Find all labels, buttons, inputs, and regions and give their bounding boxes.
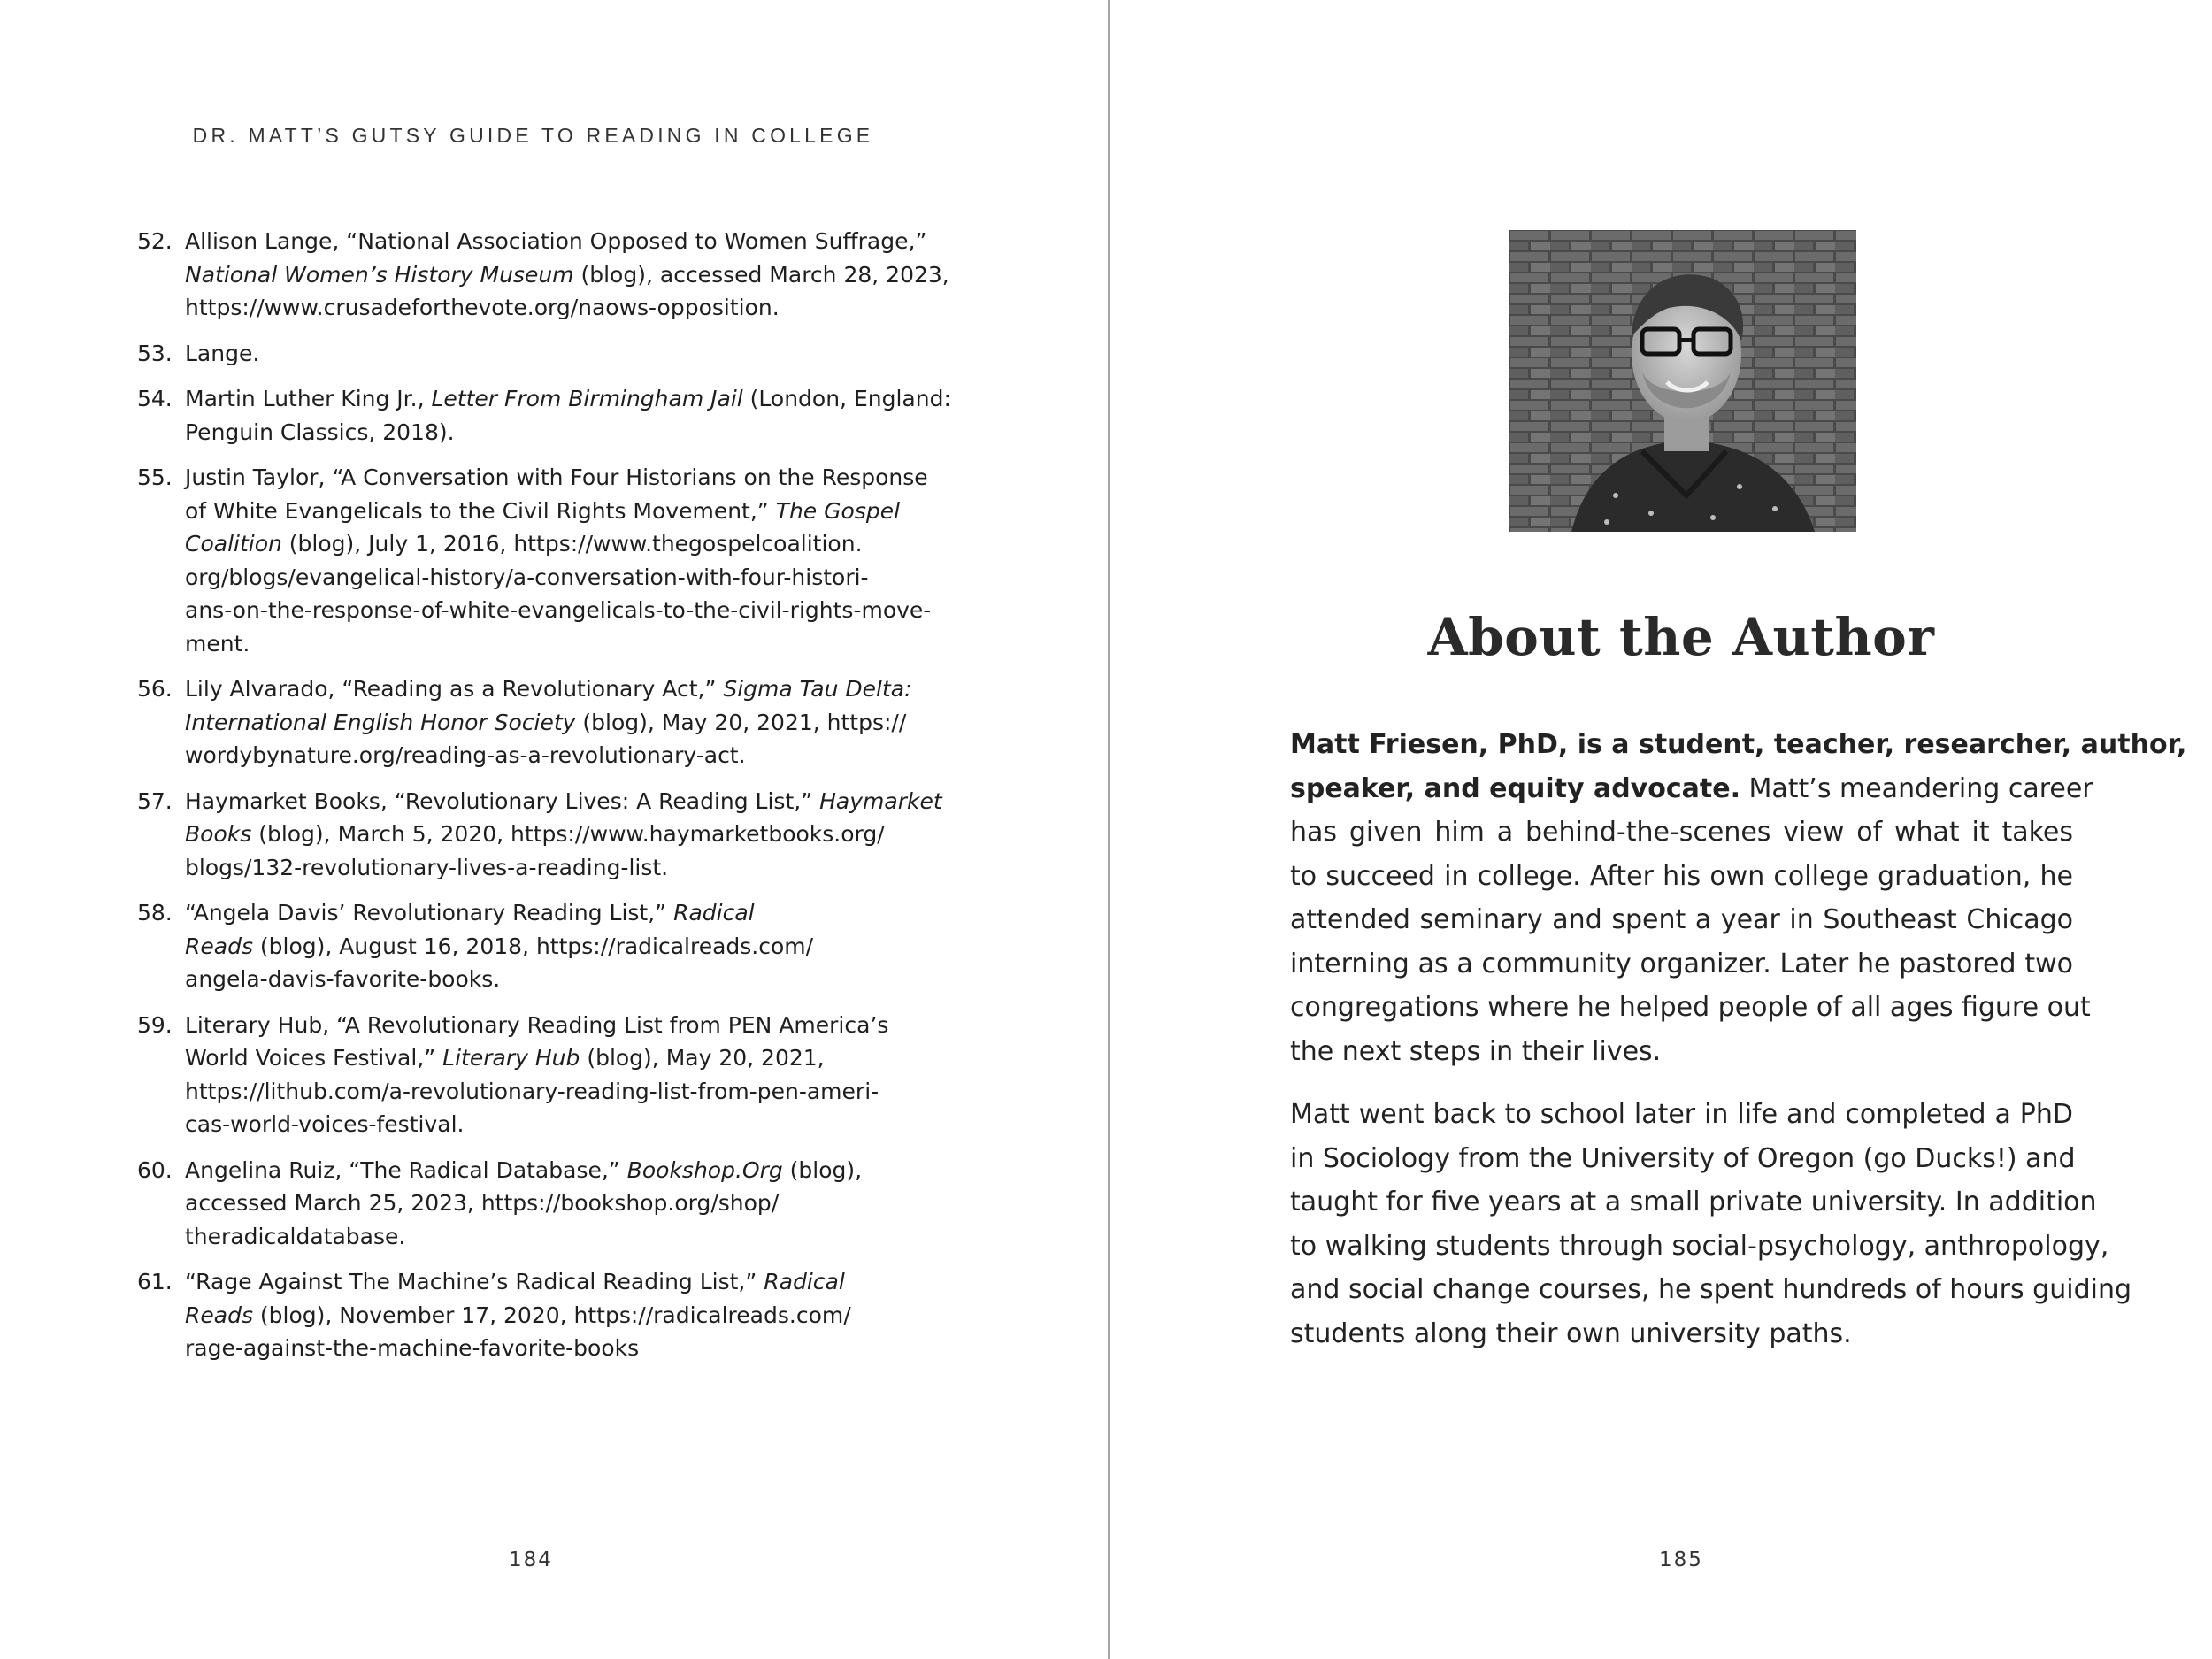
bio-text-line: Matt Friesen, PhD, is a student, teacher, researcher, author, <box>1290 729 2187 760</box>
endnote-number: 61. <box>137 1269 173 1294</box>
endnote-text-line: Lange. <box>185 340 260 366</box>
endnote-text-line: Coalition (blog), July 1, 2016, https://www.thegospelcoalition. <box>185 531 863 557</box>
about-author-heading: About the Author <box>1427 607 1935 667</box>
endnote-text-line: of White Evangelicals to the Civil Rights Movement,” The Gospel <box>185 497 901 524</box>
right-page <box>1110 0 2212 1659</box>
endnote-item <box>137 672 933 772</box>
author-photo <box>1509 230 1856 532</box>
endnote-text-line: angela-davis-favorite-books. <box>185 966 501 992</box>
endnote-number: 59. <box>137 1011 173 1038</box>
endnote-text-line: Literary Hub, “A Revolutionary Reading List from PEN America’s <box>185 1011 889 1038</box>
endnote-number: 53. <box>137 340 173 366</box>
endnote-text-line: “Angela Davis’ Revolutionary Reading List,” Radical <box>185 900 755 926</box>
endnote-number: 58. <box>137 900 173 926</box>
endnote-text-line: cas-world-voices-festival. <box>185 1111 465 1137</box>
endnote-number: 52. <box>137 228 173 254</box>
endnote-item <box>137 1154 933 1254</box>
endnote-text-line: wordybynature.org/reading-as-a-revolutionary-act. <box>185 742 746 768</box>
endnote-text-line: World Voices Festival,” Literary Hub (blog), May 20, 2021, <box>185 1045 825 1071</box>
endnote-text-line: https://www.crusadeforthevote.org/naows-opposition. <box>185 295 780 320</box>
endnote-item <box>137 785 942 885</box>
endnote-item <box>137 382 951 449</box>
endnote-item <box>137 896 933 996</box>
endnote-number: 54. <box>137 386 173 411</box>
endnote-text-line: Martin Luther King Jr., Letter From Birmingham Jail (London, England: <box>185 386 951 411</box>
endnote-item <box>137 337 933 371</box>
bio-text-line: interning as a community organizer. Later he pastored two <box>1290 948 2073 979</box>
endnote-text-line: International English Honor Society (blog), May 20, 2021, https:// <box>185 709 907 735</box>
endnote-text-line: National Women’s History Museum (blog), accessed March 28, 2023, <box>185 261 949 288</box>
bio-text-line: Matt went back to school later in life and completed a PhD <box>1290 1099 2073 1130</box>
bio-text-line: and social change courses, he spent hundreds of hours guiding <box>1290 1274 2132 1305</box>
page-number-left: 184 <box>509 1548 553 1571</box>
endnote-text-line: Angelina Ruiz, “The Radical Database,” Bookshop.Org (blog), <box>185 1156 863 1183</box>
author-photo-icon <box>1509 230 1856 532</box>
endnote-text-line: rage-against-the-machine-favorite-books <box>185 1335 640 1361</box>
page-number-right: 185 <box>1659 1548 1703 1571</box>
bio-paragraph-1 <box>1290 723 2187 1073</box>
endnote-item <box>137 461 933 660</box>
running-head: DR. MATT’S GUTSY GUIDE TO READING IN COLLEGE <box>192 124 874 147</box>
endnote-text-line: theradicaldatabase. <box>185 1223 406 1249</box>
bio-text-line: to walking students through social-psychology, anthropology, <box>1290 1230 2109 1262</box>
endnote-text-line: Haymarket Books, “Revolutionary Lives: A Reading List,” Haymarket <box>185 787 942 814</box>
endnote-text-line: Books (blog), March 5, 2020, https://www.haymarketbooks.org/ <box>185 821 885 847</box>
endnote-number: 55. <box>137 465 173 490</box>
endnote-text-line: Lily Alvarado, “Reading as a Revolutionary Act,” Sigma Tau Delta: <box>185 676 912 702</box>
endnote-text-line: Reads (blog), August 16, 2018, https://radicalreads.com/ <box>185 933 814 959</box>
bio-text-line: to succeed in college. After his own college graduation, he <box>1290 860 2073 892</box>
endnote-text-line: ans-on-the-response-of-white-evangelicals-to-the-civil-rights-move- <box>185 597 932 623</box>
endnotes-list <box>137 225 951 1378</box>
endnote-text-line: org/blogs/evangelical-history/a-conversation-with-four-histori- <box>185 564 869 590</box>
bio-text-line: taught for five years at a small private university. In addition <box>1290 1187 2097 1217</box>
bio-text-line: in Sociology from the University of Oregon (go Ducks!) and <box>1290 1142 2076 1174</box>
endnote-text-line: blogs/132-revolutionary-lives-a-reading-list. <box>185 854 669 880</box>
bio-text-line: has given him a behind-the-scenes view of what it takes <box>1290 817 2073 848</box>
endnote-number: 57. <box>137 787 173 814</box>
endnote-item <box>137 225 949 325</box>
endnote-text-line: Reads (blog), November 17, 2020, https://radicalreads.com/ <box>185 1302 851 1328</box>
endnote-text-line: ment. <box>185 630 250 657</box>
endnote-text-line: Allison Lange, “National Association Opposed to Women Suffrage,” <box>185 228 927 254</box>
bio-text-line: congregations where he helped people of all ages figure out <box>1290 992 2091 1023</box>
endnote-number: 56. <box>137 676 173 702</box>
endnote-item <box>137 1265 933 1365</box>
bio-paragraph-2 <box>1290 1093 2132 1356</box>
endnote-text-line: accessed March 25, 2023, https://bookshop.org/shop/ <box>185 1190 780 1216</box>
endnote-text-line: Penguin Classics, 2018). <box>185 419 455 445</box>
endnote-text-line: Justin Taylor, “A Conversation with Four Historians on the Response <box>185 465 928 490</box>
bio-text-line: speaker, and equity advocate. Matt’s meandering career <box>1290 772 2093 804</box>
endnote-item <box>137 1009 933 1141</box>
bio-text-line: attended seminary and spent a year in Southeast Chicago <box>1290 904 2073 935</box>
endnote-number: 60. <box>137 1156 173 1183</box>
endnote-text-line: https://lithub.com/a-revolutionary-reading-list-from-pen-ameri- <box>185 1078 879 1104</box>
endnote-text-line: “Rage Against The Machine’s Radical Reading List,” Radical <box>185 1269 845 1294</box>
bio-text-line: the next steps in their lives. <box>1290 1035 1662 1067</box>
bio-text-line: students along their own university paths. <box>1290 1317 1852 1349</box>
